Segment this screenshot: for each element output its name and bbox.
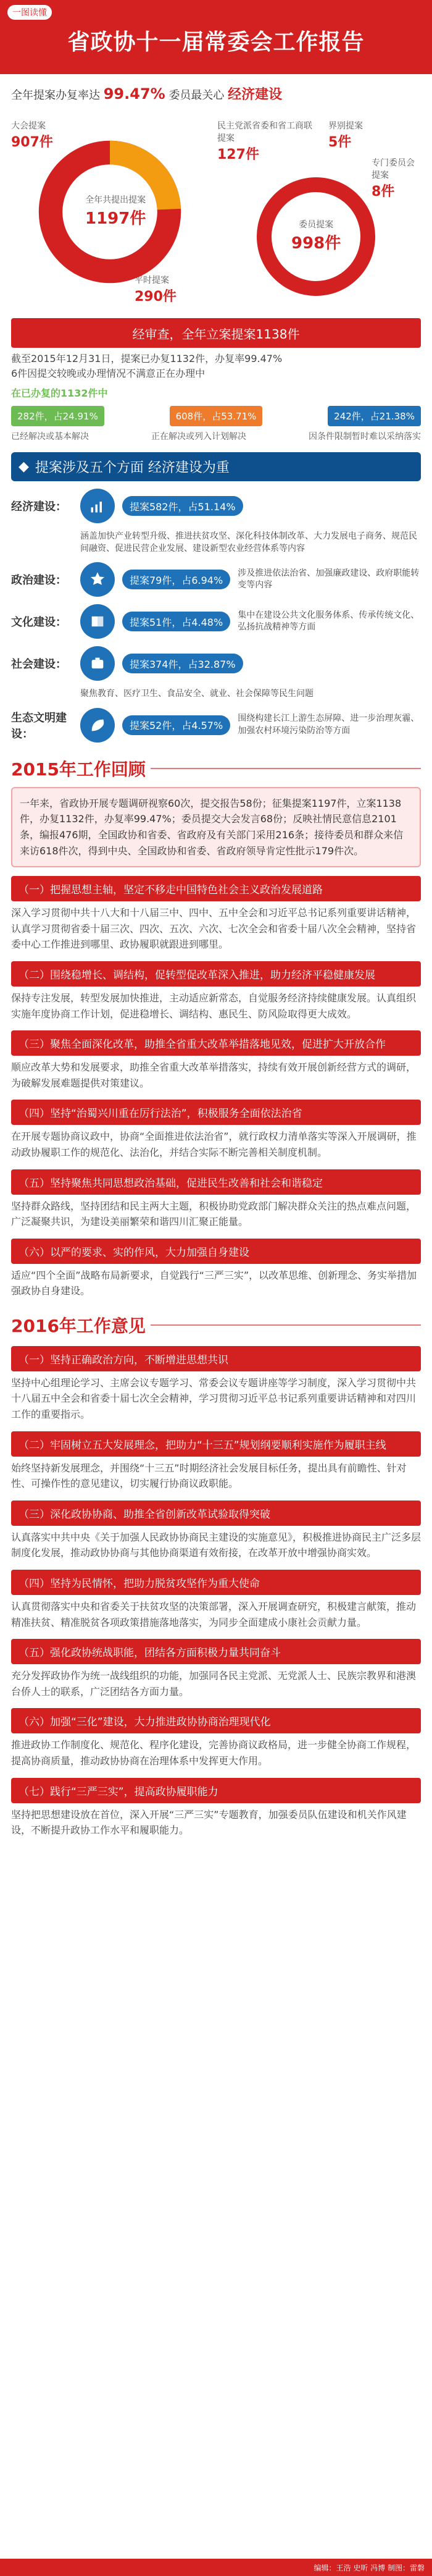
donut-right-wrap <box>217 113 421 311</box>
plan-section-body: 始终坚持新发展理念，并围绕“十三五”时期经济社会发展目标任务，提出具有前瞻性、针对性、可操作性的意见建议，切实履行协商议政职能。 <box>11 1462 407 1490</box>
plan-section-body: 坚持把思想建设放在首位，深入开展“三严三实”专题教育，加强委员队伍建设和机关作风建设，不断提升政协工作水平和履职能力。 <box>11 1808 407 1837</box>
page-title: 省政协十一届常委会工作报告 <box>67 30 365 55</box>
areas-title-text: 提案涉及五个方面 经济建设为重 <box>35 460 230 476</box>
review-section-title: （四）坚持“治蜀兴川重在厉行法治”，积极服务全面依法治省 <box>11 1100 421 1125</box>
donut-left-bottom-value: 290件 <box>135 289 177 305</box>
area-item <box>11 646 421 681</box>
donut-left-wrap <box>11 113 215 311</box>
medical-kit-icon <box>80 646 115 681</box>
heading-2016-text: 2016年工作意见 <box>11 1315 146 1336</box>
leaf-icon <box>80 708 115 743</box>
in-progress-label: 在已办复的1132件中 <box>11 387 108 399</box>
reviewed-bar: 经审查，全年立案提案1138件 <box>11 318 421 348</box>
area-bar-ecology: 提案52件，占4.57% <box>122 715 230 735</box>
book-icon <box>80 604 115 639</box>
pill-solving: 608件，占53.71% <box>170 406 263 426</box>
header-tag: 一图读懂 <box>7 5 52 20</box>
plan-section-title: （三）深化政协协商、助推全省创新改革试验取得突破 <box>11 1501 421 1526</box>
area-bar-politics: 提案79件，占6.94% <box>122 570 230 589</box>
donut-left-top-value: 907件 <box>11 135 53 150</box>
area-desc-politics: 涉及推进依法治省、加强廉政建设、政府职能转变等内容 <box>238 568 420 591</box>
area-item <box>11 562 421 597</box>
area-desc-society: 聚焦教育、医疗卫生、食品安全、就业、社会保障等民生问题 <box>80 689 314 699</box>
review-section-body: 适应“四个全面”战略布局新要求，自觉践行“三严三实”，以改革思维、创新理念、务实举措加强政协自身建设。 <box>11 1269 417 1297</box>
donut-row <box>11 113 421 311</box>
pills-row <box>11 406 421 426</box>
summary-highlight: 经济建设 <box>228 87 283 103</box>
plan-section-body: 认真贯彻落实中央和省委关于扶贫攻坚的决策部署，深入开展调查研究，积极建言献策，推动精准扶贫、精准脱贫各项政策措施落地落实，为同步全面建成小康社会贡献力量。 <box>11 1601 417 1628</box>
review-section-body: 保持专注发展，转型发展加快推进，主动适应新常态，自觉服务经济持续健康发展。认真组织实施年度协商工作计划，促进稳增长、调结构、惠民生、防风险取得更大成效。 <box>11 991 417 1020</box>
area-label-ecology: 生态文明建设： <box>11 711 67 741</box>
area-item <box>11 489 421 523</box>
summary-pct: 99.47% <box>103 85 165 103</box>
pill-captions-row <box>11 426 421 442</box>
area-desc-culture: 集中在建设公共文化服务体系、传承传统文化、弘扬抗战精神等方面 <box>238 610 420 633</box>
donut-left-bottom-label: 平时提案 <box>135 276 169 285</box>
review-section-body: 深入学习贯彻中共十八大和十八届三中、四中、五中全会和习近平总书记系列重要讲话精神，认真学习贯彻省委十届三次、四次、五次、六次、七次全会和省委十届八次全会精神，坚持省委中心工作推进到哪里、政协履职就跟进到哪里。 <box>11 907 417 951</box>
area-bar-culture: 提案51件，占4.48% <box>122 612 230 631</box>
pill-caption-solving: 正在解决或列入计划解决 <box>151 432 246 442</box>
review-section-title: （五）坚持聚焦共同思想政治基础，促进民生改善和社会和谐稳定 <box>11 1169 421 1195</box>
header <box>0 0 432 74</box>
summary-text-after: 委员最关心 <box>168 89 225 102</box>
area-desc-economy: 涵盖加快产业转型升级、推进扶贫攻坚、深化科技体制改革、大力发展电子商务、规范民间融资、促进民营企业发展、建设新型农业经营体系等内容 <box>80 531 417 554</box>
heading-2016 <box>11 1313 421 1337</box>
heading-2015 <box>11 756 421 781</box>
review-section-body: 在开展专题协商议政中，协商“全面推进依法治省”，就行政权力清单落实等深入开展调研，推动政协履职工作的规范化、法治化，并结合实际不断完善相关制度机制。 <box>11 1130 417 1158</box>
by-date-note: 6件因提交较晚或办理情况不满意正在办理中 <box>11 368 206 379</box>
plan-section-body: 充分发挥政协作为统一战线组织的功能，加强同各民主党派、无党派人士、民族宗教界和港澳台侨人士的联系，广泛团结各方面力量。 <box>11 1670 417 1698</box>
donut-right-tr2-value: 8件 <box>372 184 395 200</box>
donut-left-center-value: 1197件 <box>85 209 146 228</box>
review-section-title: （一）把握思想主轴，坚定不移走中国特色社会主义政治发展道路 <box>11 876 421 901</box>
heading-2015-line <box>151 768 421 769</box>
review-section-title: （六）以严的要求、实的作风，大力加强自身建设 <box>11 1239 421 1264</box>
heading-2015-text: 2015年工作回顾 <box>11 759 146 780</box>
donut-left-top-label: 大会提案 <box>11 121 46 131</box>
plan-section-body: 认真落实中共中央《关于加强人民政协协商民主建设的实施意见》，积极推进协商民主广泛多层制度化发展，推动政协协商与其他协商渠道有效衔接，在改革开放中增强协商实效。 <box>11 1531 422 1559</box>
summary-2015: 一年来，省政协开展专题调研视察60次，提交报告58份；征集提案1197件，立案1138件，办复1132件，办复率99.47%；委员提交大会发言68份；反映社情民意信息2101条，编报476期，全国政协和省委、省政府及有关部门采用216条；接待委员和群众来信来访618件次，得到中央、全国政协和省委、省政府领导肯定性批示179件次。 <box>11 787 421 867</box>
area-bar-society: 提案374件，占32.87% <box>122 654 243 673</box>
summary-section <box>0 84 432 1838</box>
plan-section-title: （四）坚持为民情怀，把助力脱贫攻坚作为重大使命 <box>11 1570 421 1595</box>
areas-title-icon: ◆ <box>19 459 29 474</box>
star-icon <box>80 562 115 597</box>
plan-section-title: （一）坚持正确政治方向，不断增进思想共识 <box>11 1346 421 1371</box>
pill-limited: 242件，占21.38% <box>328 406 421 426</box>
donut-right-center-label: 委员提案 <box>299 220 334 230</box>
area-bar-economy: 提案582件，占51.14% <box>122 496 243 516</box>
review-section-title: （三）聚焦全面深化改革，助推全省重大改革举措落地见效，促进扩大开放合作 <box>11 1030 421 1056</box>
plan-section-title: （六）加强“三化”建设，大力推进政协协商治理现代化 <box>11 1708 421 1733</box>
area-label-politics: 政治建设： <box>11 574 67 587</box>
area-item <box>11 708 421 743</box>
pill-solved: 282件，占24.91% <box>11 406 104 426</box>
donut-right-tl-label: 民主党派省委和省工商联提案 <box>217 121 312 143</box>
review-section-body: 顺应改革大势和发展要求，助推全省重大改革举措落实，持续有效开展创新经营方式的调研，为破解发展难题提供对策建议。 <box>11 1061 417 1089</box>
donut-right-center-value: 998件 <box>291 234 341 253</box>
donut-right-tl-value: 127件 <box>217 147 259 162</box>
pill-caption-limited: 因条件限制暂时难以采纳落实 <box>309 432 421 442</box>
plan-section-title: （五）强化政协统战职能，团结各方面积极力量共同奋斗 <box>11 1639 421 1664</box>
donut-right-tr2-label: 专门委员会提案 <box>372 158 415 180</box>
areas-title <box>11 452 421 481</box>
plan-section-body: 坚持中心组理论学习、主席会议专题学习、常委会议专题讲座等学习制度，深入学习贯彻中共十八届五中全会和省委十届七次全会精神，学习贯彻习近平总书记系列重要讲话精神和对四川工作的重要指示。 <box>11 1376 417 1421</box>
economy-icon <box>80 489 115 523</box>
heading-2016-line <box>151 1324 421 1326</box>
area-label-society: 社会建设： <box>11 658 67 671</box>
plan-section-body: 推进政协工作制度化、规范化、程序化建设，完善协商议政格局，进一步健全协商工作规程，提高协商质量，推动政协协商在治理体系中发挥更大作用。 <box>11 1739 417 1767</box>
donut-right-tr-label: 界别提案 <box>328 121 363 131</box>
area-item <box>11 604 421 639</box>
plan-section-title: （七）践行“三严三实”，提高政协履职能力 <box>11 1778 421 1803</box>
by-date-text: 截至2015年12月31日，提案已办复1132件，办复率99.47% <box>11 353 283 364</box>
donut-left-center-label: 全年共提出提案 <box>85 195 146 205</box>
donut-right-tr-value: 5件 <box>328 135 352 150</box>
area-label-culture: 文化建设： <box>11 616 67 629</box>
pill-caption-solved: 已经解决或基本解决 <box>11 432 89 442</box>
area-label-economy: 经济建设： <box>11 500 67 513</box>
summary-text-before: 全年提案办复率达 <box>11 89 100 102</box>
review-section-body: 坚持群众路线，坚持团结和民主两大主题，积极协助党政部门解决群众关注的热点难点问题，广泛凝聚共识，为建设美丽繁荣和谐四川汇聚正能量。 <box>11 1200 417 1228</box>
area-desc-ecology: 围绕构建长江上游生态屏障、进一步治理灰霾、加强农村环境污染防治等方面 <box>238 713 420 736</box>
summary-line <box>11 84 421 103</box>
plan-section-title: （二）牢固树立五大发展理念，把助力“十三五”规划纲要顺利实施作为履职主线 <box>11 1431 421 1457</box>
review-section-title: （二）围绕稳增长、调结构，促转型促改革深入推进，助力经济平稳健康发展 <box>11 961 421 987</box>
footer: 编辑：王浩 史昕 冯博 制图：雷磐 <box>0 2559 432 2576</box>
